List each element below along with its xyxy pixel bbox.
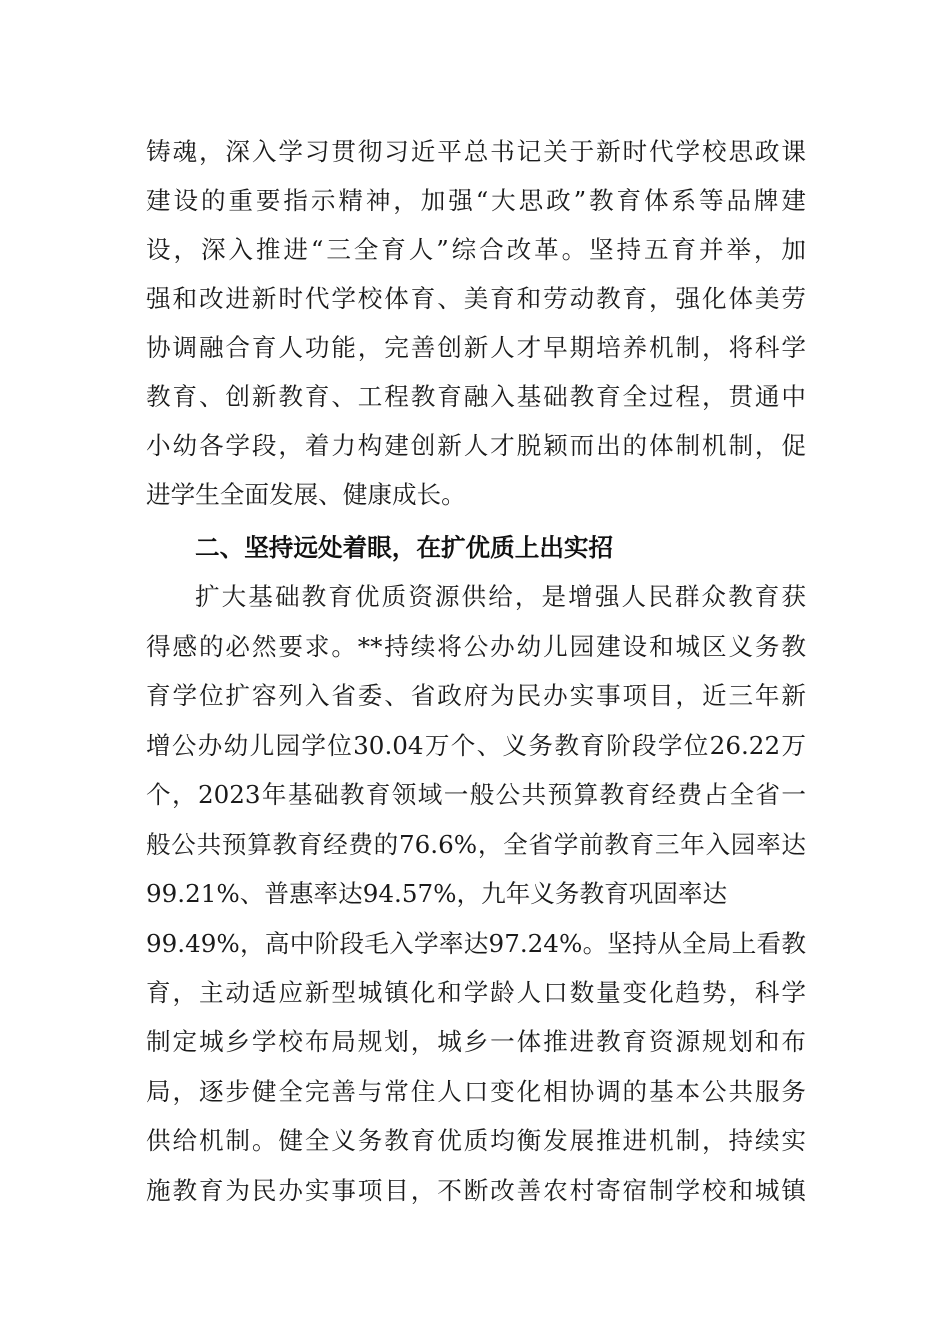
paragraph-2-line-5: 个，2023年基础教育领域一般公共预算教育经费占全省一 [146,780,806,809]
paragraph-1-line-3: 设，深入推进“三全育人”综合改革。坚持五育并举，加 [146,235,806,264]
paragraph-1-line-1: 铸魂，深入学习贯彻习近平总书记关于新时代学校思政课 [146,137,806,166]
paragraph-1-line-5: 协调融合育人功能，完善创新人才早期培养机制，将科学 [146,333,806,362]
paragraph-1-line-7: 小幼各学段，着力构建创新人才脱颖而出的体制机制，促 [146,431,806,460]
paragraph-2-line-8: 99.49%，高中阶段毛入学率达97.24%。坚持从全局上看教 [146,929,806,958]
paragraph-2-line-4: 增公办幼儿园学位30.04万个、义务教育阶段学位26.22万 [146,731,806,760]
paragraph-1-line-8: 进学生全面发展、健康成长。 [146,480,466,509]
paragraph-2-line-7: 99.21%、普惠率达94.57%，九年义务教育巩固率达 [146,879,728,908]
paragraph-2-line-11: 局，逐步健全完善与常住人口变化相协调的基本公共服务 [146,1077,806,1106]
paragraph-1-line-4: 强和改进新时代学校体育、美育和劳动教育，强化体美劳 [146,284,806,313]
paragraph-2-line-13: 施教育为民办实事项目，不断改善农村寄宿制学校和城镇 [146,1176,806,1205]
paragraph-2-line-6: 般公共预算教育经费的76.6%，全省学前教育三年入园率达 [146,830,806,859]
paragraph-1-line-6: 教育、创新教育、工程教育融入基础教育全过程，贯通中 [146,382,806,411]
paragraph-2-line-2: 得感的必然要求。**持续将公办幼儿园建设和城区义务教 [146,632,806,661]
paragraph-2-line-9: 育，主动适应新型城镇化和学龄人口数量变化趋势，科学 [146,978,806,1007]
paragraph-2-line-1: 扩大基础教育优质资源供给，是增强人民群众教育获 [195,582,806,611]
paragraph-2-line-10: 制定城乡学校布局规划，城乡一体推进教育资源规划和布 [146,1027,806,1056]
paragraph-1-line-2: 建设的重要指示精神，加强“大思政”教育体系等品牌建 [146,186,806,215]
paragraph-2-line-3: 育学位扩容列入省委、省政府为民办实事项目，近三年新 [146,681,806,710]
section-heading: 二、坚持远处着眼，在扩优质上出实招 [195,533,614,562]
paragraph-2-line-12: 供给机制。健全义务教育优质均衡发展推进机制，持续实 [146,1126,806,1155]
